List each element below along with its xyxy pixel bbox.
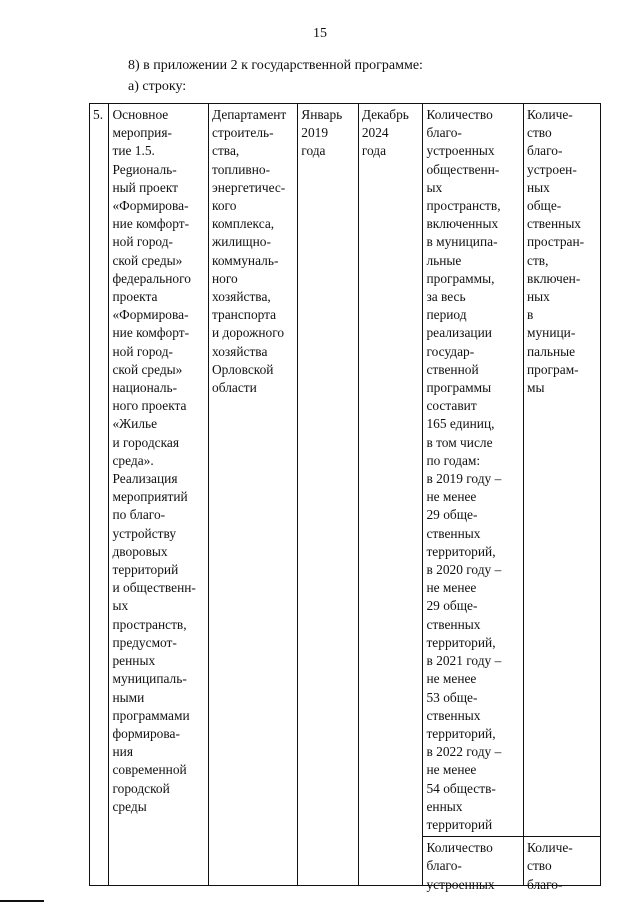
row-number-cell: 5.: [90, 104, 109, 886]
start-date-cell: Январь 2019 года: [298, 104, 359, 886]
indicator-cell: Количе- ство благо- устроен- ных обще- ственных простран- ств, включен- ных в муници- пальные програм- мы: [524, 104, 601, 837]
activity-cell: Основное мероприя- тие 1.5. Реgиональ- ный проект «Формирова- ние комфорт- ной город- ской среды» федерального проекта «Формирова- ние комфорт- ной город- ской среды» националь- ного проекта «Жилье и городская среда». Реализация мероприятий по благо- устройству дворовых территорий и общественн- ых пространств, предусмот- ренных муниципаль- ными программами формирова- ния современной городской среды: [109, 104, 209, 886]
amendment-subitem-line: а) строку:: [128, 79, 187, 94]
table-row: [90, 104, 601, 837]
indicator-next-text: Количе- ство благо-: [527, 840, 573, 892]
executor-cell: Департамент строитель- ства, топливно- энергетичес- кого комплекса, жилищно- коммуналь- ного хозяйства, транспорта и дорожного хозяйства Орловской области: [209, 104, 298, 886]
indicator-cell-next: [524, 837, 601, 892]
end-date-cell: Декабрь 2024 года: [358, 104, 423, 886]
amendment-item-line: 8) в приложении 2 к государственной программе:: [128, 58, 423, 73]
footer-rule: [0, 900, 44, 902]
expected-result-cell-next: [423, 837, 524, 892]
program-table: [89, 103, 601, 892]
expected-result-cell: Количество благо- устроенных общественн- ых пространств, включенных в муниципа- льные программы, за весь период реализации государ- ственной программы составит 165 единиц, в том числе по годам: в 2019 году – не менее 29 обще- ственных территорий, в 2020 году – не менее 29 обще- ственных территорий, в 2021 году – не менее 53 обще- ственных территорий, в 2022 году – не менее 54 обществ- енных территорий: [423, 104, 524, 837]
expected-result-next-text: Количество благо- устроенных: [426, 840, 495, 892]
page-number: 15: [313, 26, 327, 41]
